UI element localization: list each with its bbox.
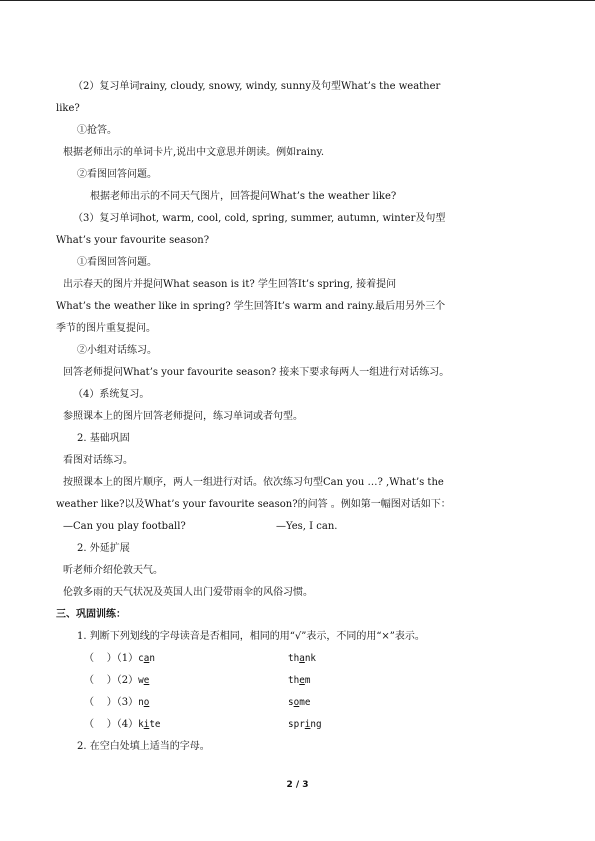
line-favourite-season: 回答老师提问What’s your favourite season? 接来下要求每两人一组进行对话练习。 [63, 367, 450, 378]
line-spring-picture-2: What’s the weather like in spring? 学生回答It’s warm and rainy.最后用另外三个 [56, 301, 446, 312]
line-spring-picture-3: 季节的图片重复提问。 [56, 323, 156, 334]
answer-bracket[interactable]: （ ） [84, 697, 117, 708]
line-word-cards: 根据老师出示的单词卡片,说出中文意思并朗读。例如rainy. [63, 147, 325, 158]
line-dialogue-answer: —Yes, I can. [276, 521, 338, 532]
line-exercise-1-instruction: 1. 判断下列划线的字母读音是否相同，相同的用“√”表示，不同的用“×”表示。 [77, 631, 425, 642]
line-pair-dialogue-1: 按照课本上的图片顺序，两人一组进行对话。依次练习句型Can you …? ,What’s the [63, 477, 444, 488]
line-review-words-2: like? [56, 103, 80, 114]
exercise-item-4: （ ）（4）kite [84, 719, 161, 730]
line-look-answer-1: ②看图回答问题。 [77, 169, 157, 180]
exercise-item-1: （ ）（1）can [84, 653, 155, 664]
line-textbook-pictures: 参照课本上的图片回答老师提问，练习单词或者句型。 [63, 411, 303, 422]
answer-bracket[interactable]: （ ） [84, 653, 117, 664]
line-group-dialogue: ②小组对话练习。 [77, 345, 157, 356]
exercise-item-2-compare-word: them [288, 675, 311, 686]
line-pair-dialogue-2: weather like?以及What’s your favourite season?的问答 。例如第一幅图对话如下： [56, 499, 451, 510]
page-number: 2 / 3 [286, 780, 309, 790]
answer-bracket[interactable]: （ ） [84, 675, 117, 686]
line-look-answer-2: ①看图回答问题。 [77, 257, 157, 268]
exercise-item-4-compare-word: spring [288, 719, 322, 730]
line-extension: 2. 外延扩展 [77, 543, 130, 554]
answer-bracket[interactable]: （ ） [84, 719, 117, 730]
line-spring-picture-1: 出示春天的图片并提问What season is it? 学生回答It’s spring, 接着提问 [63, 279, 397, 290]
line-weather-pictures: 根据老师出示的不同天气图片，回答提问What’s the weather like? [90, 191, 397, 202]
line-review-season-2: What’s your favourite season? [56, 235, 210, 246]
line-exercise-2-instruction: 2. 在空白处填上适当的字母。 [77, 741, 210, 752]
line-review-words-1: （2）复习单词rainy, cloudy, snowy, windy, sunny及句型What’s the weather [73, 81, 441, 92]
line-system-review: （4）系统复习。 [73, 389, 150, 400]
line-picture-dialogue: 看图对话练习。 [63, 455, 133, 466]
line-umbrella-custom: 伦敦多雨的天气状况及英国人出门爱带雨伞的风俗习惯。 [63, 587, 313, 598]
section-heading-practice: 三、巩固训练： [56, 609, 126, 620]
line-basic-consolidation: 2. 基础巩固 [77, 433, 130, 444]
exercise-item-3-compare-word: some [288, 697, 311, 708]
exercise-item-3: （ ）（3）no [84, 697, 150, 708]
exercise-item-1-compare-word: thank [288, 653, 317, 664]
line-review-season-1: （3）复习单词hot, warm, cool, cold, spring, summer, autumn, winter及句型 [73, 213, 446, 224]
line-dialogue-question: —Can you play football? [63, 521, 186, 532]
line-london-weather: 听老师介绍伦敦天气。 [63, 565, 163, 576]
exercise-item-2: （ ）（2）we [84, 675, 150, 686]
line-quick-answer: ①抢答。 [77, 125, 117, 136]
